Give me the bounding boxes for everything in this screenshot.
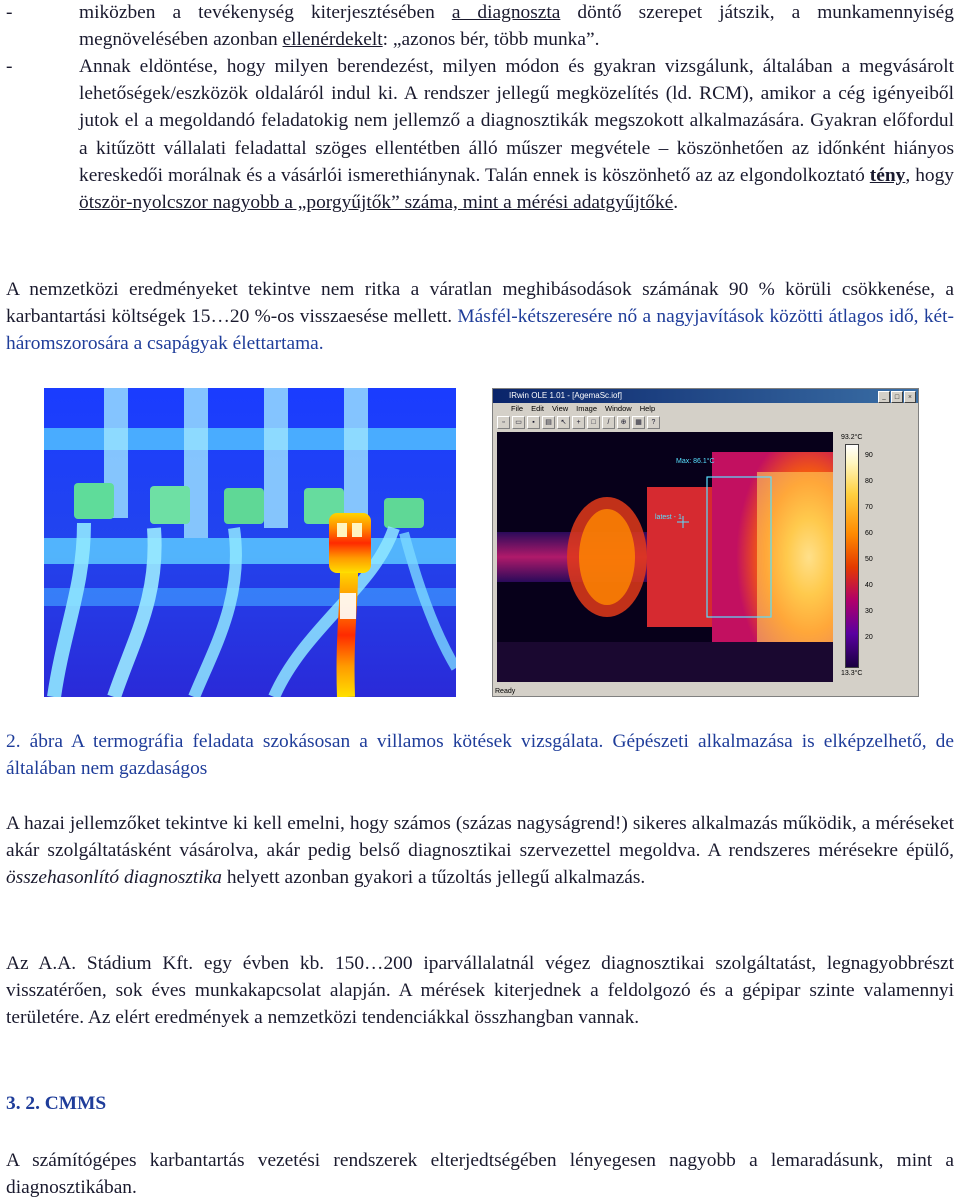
list-item-text [79,0,954,53]
text-segment: A nemzetközi eredményeket tekintve nem ritka a váratlan meghibásodások számának 90 % körüli csökkenése, a karbantartási költségek 15…20 %-os visszaesése mellett. [6,279,954,328]
text-segment: , hogy [905,164,954,186]
scale-tick: 90 [865,452,873,459]
text-segment: 2. ábra A termográfia feladata szokásosan a villamos kötések vizsgálata. Gépészeti alkalmazása is elképzelhető, de általában nem gazdaságos [6,731,954,780]
window-controls [878,391,916,403]
print-icon: ▤ [542,416,555,429]
help-icon: ? [647,416,660,429]
figure-irwin-window [492,388,919,697]
text-segment: ellenérdekelt [282,29,383,51]
bearing-thermogram [497,432,833,682]
open-icon: ▭ [512,416,525,429]
status-bar: Ready [495,688,516,695]
text-segment: Annak eldöntése, hogy milyen berendezést, milyen módon és gyakran vizsgálunk, általában a megvásárolt lehetőségek/eszközök oldaláról indul ki. A rendszer jellegű megközelítés (ld. RCM), amikor a cég igényeiből jutok el a megoldandó feladatokig nem jellemző a diagnosztikák megszokott alkalmazására. Gyakran előfordul a kitűzött vállalati feladattal szöges ellentétben álló műszer megvétele – köszönhetően az időnként hiányos kereskedői morálnak és a vásárlói ismerethiánynak. Talán ennek is köszönhető az az elgondolkoztató [79,56,954,186]
max-temperature-label: Max: 86.1°C [676,458,715,465]
list-bullet: - [6,56,13,77]
line-icon: / [602,416,615,429]
window-title: IRwin OLE 1.01 - [AgemaSc.iof] [493,389,918,403]
scale-tick: 80 [865,478,873,485]
menu-view: View [552,404,569,413]
scale-tick: 20 [865,634,873,641]
text-segment: : „azonos bér, több munka”. [382,29,600,51]
palette-icon: ▦ [632,416,645,429]
text-segment: Az A.A. Stádium Kft. egy évben kb. 150…200 iparvállalatnál végez diagnosztikai szolgáltatást, legnagyobbrészt visszatérően, sok éves munkakapcsolat alapján. A mérések kiterjednek a feldolgozó és a gépipar szinte valamennyi területére. Az elért eredmények a nemzetközi tendenciákkal összhangban vannak. [6,953,954,1029]
menu-image: Image [576,404,598,413]
thermal-image-view [497,432,833,682]
paragraph-domestic [6,810,954,892]
list-item-text [79,53,954,216]
zoom-icon: ⊕ [617,416,630,429]
paragraph-stadium [6,950,954,1032]
scale-tick: 60 [865,530,873,537]
cursor-icon: ↖ [557,416,570,429]
paragraph-results [6,276,954,358]
minimize-icon: _ [878,391,890,403]
menu-window: Window [605,404,632,413]
section-heading: 3. 2. CMMS [6,1093,107,1114]
toolbar [495,416,916,430]
scale-tick: 70 [865,504,873,511]
text-segment: ötször-nyolcszor nagyobb a „porgyűjtők” száma, mint a mérési adatgyűjtőké [79,192,674,214]
close-icon: × [904,391,916,403]
menu-edit: Edit [531,404,545,413]
text-segment: tény [869,164,906,186]
color-scale-bar [845,444,859,668]
scale-max-label: 93.2°C [841,434,863,441]
text-segment: összehasonlító diagnosztika [6,867,223,889]
text-segment: A hazai jellemzőket tekintve ki kell emelni, hogy számos (százas nagyságrend!) sikeres alkalmazás működik, a méréseket akár szolgáltatásként vásárolva, akár pedig belső diagnosztikai szervezettel megoldva. A rendszeres mérésekre épülő, [6,813,954,862]
scale-min-label: 13.3°C [841,670,863,677]
temperature-scale [837,432,915,682]
list-item-2 [6,53,954,216]
text-segment: miközben a tevékenység kiterjesztésében [79,2,452,23]
figure-caption [6,728,954,782]
menu-bar [493,403,918,415]
new-icon: ▫ [497,416,510,429]
text-segment: A számítógépes karbantartás vezetési rendszerek elterjedtségében lényegesen nagyobb a lemaradásunk, mint a diagnosztikában. [6,1150,954,1199]
cable-thermogram-image [44,388,456,697]
text-segment: a diagnoszta [451,2,561,23]
text-segment: . [673,192,679,214]
list-item-1 [6,0,954,53]
save-icon: ▪ [527,416,540,429]
figure-cable-thermogram [44,388,456,697]
text-segment: döntő szerepet játszik, a munkamennyiség megnövelésében azonban [79,2,954,51]
text-segment: Másfél-kétszeresére nő a nagyjavítások közötti átlagos idő, két-háromszorosára a csapágyak élettartama. [6,306,954,355]
menu-file: File [511,404,524,413]
scale-tick: 40 [865,582,873,589]
spot-label: latest - 1 [655,514,682,521]
list-bullet: - [6,2,13,23]
menu-help: Help [639,404,656,413]
spot-icon: + [572,416,585,429]
scale-tick: 50 [865,556,873,563]
box-icon: □ [587,416,600,429]
maximize-icon: □ [891,391,903,403]
scale-tick: 30 [865,608,873,615]
text-segment: helyett azonban gyakori a tűzoltás jellegű alkalmazás. [222,867,646,889]
paragraph-cmms [6,1147,954,1201]
